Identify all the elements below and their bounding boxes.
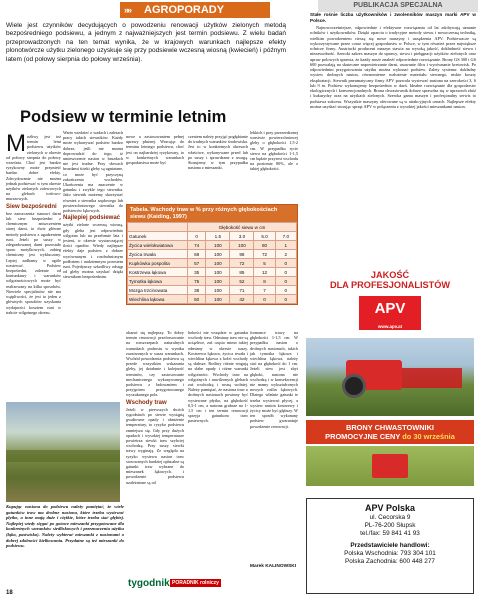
- rep-east: Polska Wschodnia: 793 304 101: [344, 550, 436, 557]
- brand-logo-badge: PORADNIK rolniczy: [172, 580, 219, 586]
- company-name: APV Polska: [364, 503, 416, 513]
- table-cell: 85: [230, 268, 254, 277]
- ad-headline-line-1: JAKOŚĆ: [370, 270, 410, 280]
- article-title: Podsiew w terminie letnim: [20, 108, 227, 126]
- col1-text: ożliwy jest też termin letni podsiewu użytków zielonych w okresie od połowy sierpnia do połowy września. Choć jest bardzo ryzykowny może przynieść bardzo dobre efekty. Zdecydowanie nie można jednak podsiewać w tym okresie użytków zielonych zalewowych na glebach torfowo-murszowych.: [6, 134, 61, 202]
- article-column-lower-4: bokości nie wszędzie w gatunku wschody traw. Odmiany traw nie są uciążliwe, zaś często mimo takiej odmiany w okresie suszy. Kostrzewa łąkowa, życica trwała i wiechlina łąkowa z kolei wschody są słabsze. Rośliny różnie reagują na słabe opady i różne warunki wilgotności. Wschody traw na wilgotnych i nawilżonych glebach zaś wschodzą i rosną wolniej. Należy pamiętać, że nasiona traw o drobnych nasionach powinny być wysiewane płytko, na głębokość 0,5-1 cm, a nasiona grubsze na 1-1,5 cm i ten termin renowacji sprzyja gatunkom traw pastewnych.: [188, 330, 248, 424]
- subheading: Najlepiej podsiewać: [63, 215, 121, 222]
- article-photo: [6, 402, 120, 502]
- contact-box: [306, 498, 474, 594]
- brand-logo: tygodnik: [128, 578, 170, 589]
- table-cell: 72: [254, 250, 275, 259]
- table-cell: 72: [230, 259, 254, 268]
- table-cell: 12: [254, 268, 275, 277]
- table-cell: 8: [254, 277, 275, 286]
- table-cell: 74: [188, 241, 206, 250]
- table-row-label: Mozga trzcinowata: [128, 286, 188, 295]
- table-cell: 100: [206, 286, 230, 295]
- table-cell: 52: [230, 277, 254, 286]
- table-row-label: Tymotka łąkowa: [128, 277, 188, 286]
- lc3-text: okazać się najlepszy. To dobry termin renowacji przeforsowanie na rozszczepach naturalnych warunkach podrostu w wyniku zaostrzonych w susza warunkach. Wschód powodzenia podsiewu są przede wszystkim wskazania gleby, jej działanie i kolejność terminów, czy zastosowanie mechanicznego wykonywanego podsiewu z ładowaniem i przyjęciem przygotowanego wyszukanego pola.: [126, 330, 184, 398]
- table-row: [128, 241, 297, 250]
- table-cell: 0: [275, 268, 296, 277]
- data-table: [126, 204, 298, 305]
- article-column-lower-3: [126, 330, 184, 550]
- table-column-header: 0: [188, 232, 206, 241]
- article-column-2: [63, 130, 123, 400]
- table-row-label: Życica trwała: [128, 250, 188, 259]
- table-cell: 42: [230, 295, 254, 304]
- table-row-label: Życica wielokwiatowa: [128, 241, 188, 250]
- table-cell: 98: [230, 250, 254, 259]
- table-cell: 100: [206, 277, 230, 286]
- apv-logo: [359, 296, 421, 330]
- company-phone: tel./fax: 59 841 41 93: [360, 530, 420, 537]
- table-grid: [127, 222, 297, 304]
- table-cell: 50: [188, 295, 206, 304]
- promo-line-1: BRONY CHWASTOWNIKI: [345, 423, 434, 432]
- table-cell: 71: [230, 286, 254, 295]
- logo-url: www.apv.at: [377, 324, 403, 329]
- publication-label: PUBLIKACJA SPECJALNA: [318, 0, 478, 12]
- company-street: ul. Cecorska 9: [369, 514, 411, 521]
- ad-photo-harrow: [306, 446, 474, 486]
- lc3-text-tail: i powodzenie podsiewu uzależnione są od: [126, 469, 185, 485]
- table-cell: 100: [206, 241, 230, 250]
- table-cell: 0: [275, 277, 296, 286]
- col1-text-2: bez zaoszczenia stanowi darni lub siew bezpośredni z chemicznym zniszczeniem starej darni, to dwie główne metody podsiewu z ugadzeniem runi. Jeżeli po suszy w zdegradowanej darni pozostało sporo motylkowych, zabieg chemiczny jest wykluczony. Lepiej zadbamy w ogóle rozsiewać. Podsiew bezpośredni, zależnie od koniunktury i warunków wilgotnościowych może być realizowany na kilka sposobów. Niewiele specjalistów nie ma wątpliwości, że jest to jeden z głównych sposobów uzyskania wydajności kosztem runi w trakcie wilgotnego okresu.: [6, 210, 61, 315]
- table-row: [128, 250, 297, 259]
- table-row-label: Kostrzewa łąkowa: [128, 268, 188, 277]
- drop-cap: M: [6, 130, 26, 157]
- table-cell: 100: [206, 295, 230, 304]
- photo-field-strip: [6, 450, 120, 462]
- table-cell: [128, 223, 188, 232]
- sponsored-body: Najnowocześniejsze, odpowiednie i efektywne rozwiązania od lat zdobywają uznanie rolników i użytkowników. Dzięki oparciu o tradycyjne metody siewu i nowoczesną technikę, wielkim powodzeniem cieszą się nowe maszyny i urządzenia APV. Podsiewacze są wykorzystywane przez coraz więcej gospodarstw w Polsce, w tym również przez największe rolnicze firmy. Austriacki producent maszyn stawia na wysoką jakość, dokładność siewu i niezawodność. Szeroki zakres maszyn do uprawy, siewu i pielęgnacji użytków zielonych oraz upraw polowych sprawia, że każdy może znaleźć odpowiednie rozwiązanie. Brony GS 300 i GS 600 pozwalają na skuteczne napowietrzanie darni, usuwanie filcu i wyrównanie kretowisk. Po odpowiednim przygotowaniu użytku można wykonać podsiew. Zalety systemu: dokładny wysiew drobnych nasion, równomierne rozłożenie materiału siewnego, niskie koszty eksploatacji. Siewnik pneumatyczny firmy APV pozwala wysiewać nasiona na szerokości 3, 6 lub 9 m. Podsiew wykonujemy bezpośrednio w darń. Idealne rozwiązanie dla gospodarstw ekologicznych i konwencjonalnych. Brona chwastownik dobrze sprawdza się w uprawach zbóż i kukurydzy oraz na użytkach zielonych. Szeroka gama maszyn i profesjonalny serwis to podstawa sukcesu. Wszystkie maszyny oferowane są w atrakcyjnych cenach. Najlepsze efekty można uzyskać stosując sprzęt APV w połączeniu z wysokiej jakości mieszankami nasion.: [310, 25, 476, 109]
- ad-headline-line-2: DLA PROFESJONALISTÓW: [329, 280, 451, 290]
- table-row: [128, 277, 297, 286]
- table-row-label: Wiechlina łąkowa: [128, 295, 188, 304]
- table-header-row: [128, 232, 297, 241]
- table-cell: 38: [188, 286, 206, 295]
- table-cell: 35: [188, 268, 206, 277]
- subheading: Wschody traw: [126, 399, 167, 406]
- advertisement: [300, 268, 480, 598]
- table-column-header: 3.0: [230, 232, 254, 241]
- promo-prefix: PROMOCYJNE CENY: [325, 432, 403, 441]
- ad-headline: [300, 270, 480, 290]
- table-cell: 2: [275, 250, 296, 259]
- table-group-header: Głębokość siewu w cm: [188, 223, 297, 232]
- arrow-icon: »»: [124, 5, 131, 15]
- table-cell: 100: [206, 250, 230, 259]
- table-title: Tabela. Wschody traw w % przy różnych głębokościach siewu (Kaiding, 1997): [127, 205, 297, 222]
- promo-line-2: [306, 432, 474, 441]
- seeder-machine: [402, 368, 462, 388]
- table-row: [128, 259, 297, 268]
- table-cell: 0: [275, 286, 296, 295]
- rep-west: Polska Zachodnia: 600 448 277: [345, 558, 435, 565]
- lead-paragraph: Wiele jest czynników decydujących o powodzeniu renowacji użytków zielonych metodą bezpośredniego podsiewu, a jednym z najważniejszych jest termin podsiewu. Z wielu badań przeprowadzonych na ten temat wynika, że w krajowych warunkach najlepsze efekty plonotwórcze użytku zielonego uzyskuje się przy podsiewie wczesną wiosną (kwiecień) i późnym latem (od połowy sierpnia do połowy września).: [6, 22, 286, 63]
- table-row: [128, 286, 297, 295]
- section-label: [120, 2, 270, 18]
- col2-text-2: użytki zielone wczesną wiosną, gdy gleba jest odpowiednio wilgotna lub na przełomie lata i jesieni, w okresie wystarczającej ilości opadów. Wtedy najlepsze efekty daje podsiew z dobrze wyrównanym i rozdrobnionym podłożem i nadziemnym porostem runi. Pojedynczy szkodliwy odstęp od gleby można uzyskać dzięki siewnikom bezpośrednim.: [63, 222, 123, 280]
- table-cell: 5: [254, 259, 275, 268]
- table-row: [128, 295, 297, 304]
- table-column-header: 7.0: [275, 232, 296, 241]
- table-column-header: 5.0: [254, 232, 275, 241]
- photo-caption: Kupując nasiona do podsiewu należy pamiętać, że wiele gatunków traw ma drobne nasiona, które trzeba wysiewać płytko, a inne mają duże i ciężkie, które trzeba siać głębiej. Najlepiej wtedy sięgać po gotowe mieszanki przygotowane dla konkretnych warunków siedliskowych i przeznaczenia użytku (łąka, pastwisko). Należy wybierać mieszanki z nasionami o dobrej zdolności kiełkowania. Przydatne są też mieszanki do podsiewu.: [6, 504, 124, 549]
- article-column-5: lekkich i przy przerzedzonej warstwie powierzchniowej gleby o głębokości 1,5-2 cm. W przypadku rycie siewu na głębokości 1-1,5 cm będzie przyrost wschodu na poziomie 80%, ale z takiej głębokości.: [250, 130, 298, 172]
- article-column-1: [6, 130, 61, 400]
- table-column-header: 1.5: [206, 232, 230, 241]
- table-cell: 100: [206, 259, 230, 268]
- reps-label: Przedstawiciele handlowi:: [350, 542, 430, 549]
- article-column-lower-5: formance trawy na głębokości 1-1,5 cm. W przypadku nasion o drobnych nasionach, takich jak tymotka łąkowa i wiechlina łąkowa, należy siać na głębokość do 1 cm. Jeżeli siew jest zbyt głęboki, nasiona nie wschodzą i w konsekwencji nie mamy wykształconych nowych roślin łąkowych. Dlatego właśnie gatunki te trzeba wysiewać płycej, a wysiew nasion kostrzewy i życicy może być głębszy. W ten sposób wykonany podsiew gwarantuje powodzenie renowacji.: [250, 330, 298, 429]
- table-cell: 100: [206, 268, 230, 277]
- sponsored-article: [310, 12, 476, 109]
- table-column-header: Gatunek: [128, 232, 188, 241]
- company-city: PL-76-200 Słupsk: [364, 522, 416, 529]
- logo-text: APV: [374, 300, 406, 317]
- tractor-body: [372, 454, 408, 478]
- table-cell: 57: [188, 259, 206, 268]
- table-cell: 100: [230, 241, 254, 250]
- lc3-text-2: Jeżeli w pierwszych dwóch tygodniach po siewie wystąpią gwałtowne opady i obniżenie temperatury, to ryzyko podsiewu zmniejsza się. Gdy przy dużych opadach i wysokiej temperaturze powietrza siewki traw szybciej wschodzą. Przy suszy siewki trawy wyginają. Ze względu na ryzyko wysiewu nasion traw stosowanych bardziej opłacalne są gatunki traw wybrane do mieszanek łąkowych.: [126, 406, 184, 475]
- table-cell: 0: [275, 259, 296, 268]
- author-signature: Marek KALINOWSKI: [250, 564, 297, 569]
- subheading: Siew bezpośredni: [6, 203, 57, 210]
- table-cell: 0: [275, 295, 296, 304]
- promo-banner: [306, 420, 474, 444]
- promo-highlight: do 30 września: [402, 432, 455, 441]
- table-cell: 0: [254, 295, 275, 304]
- table-cell: 80: [254, 241, 275, 250]
- section-title: AGROPORADY: [144, 4, 225, 16]
- sponsored-intro: Stałe rośnie liczba użytkowników i zwolenników maszyn marki APV w Polsce.: [310, 12, 476, 23]
- tractor-wheel: [342, 374, 366, 398]
- table-row: [128, 268, 297, 277]
- page-number: 18: [6, 590, 13, 596]
- table-cell: 75: [188, 277, 206, 286]
- table-header-row: [128, 223, 297, 232]
- table-row-label: Kupkówka pospolita: [128, 259, 188, 268]
- table-cell: 68: [188, 250, 206, 259]
- table-cell: 1: [275, 241, 296, 250]
- article-column-4: czeniem należy przyjąć pogłębianie do trudnych warunków środowiska. Jest to w konkretnych okresach właściwe, wykonywane przed lub po suszy i sprawdzane z uwagą. Stosujemy w tym przypadku nasiona z mieszanki.: [188, 134, 249, 171]
- ad-photo-tractor: [306, 338, 474, 416]
- article-column-3: nowe a zastosowaniem pełnej uprawy płużnej. Wracając do terminu letniego podsiewu, choć jest on najbardziej ryzykowny, to w konkretnych warunkach gospodarstwa może być: [126, 134, 184, 166]
- col2-text: Warto wiedzieć o wadach i zaletach pracy takich siewników. Każdy może wykonywać podsiew bardzo dobrze, jeśli nie można doprowadzić do tego, iż umieszczenie nasion w bruzdach nie jest trudne. Przy słowach bruzdami ścieki gleby są ugniatane, co może być przyczyną zakończenia wschodów. Ukończenia ma znaczenie w gatunku i zwykle tego siewnika. Jako siewnik możemy skorzystać również z siewnika rzędowego lub powierzchniowego siewnika do podsiewów łąkowych.: [63, 130, 123, 214]
- table-cell: 7: [254, 286, 275, 295]
